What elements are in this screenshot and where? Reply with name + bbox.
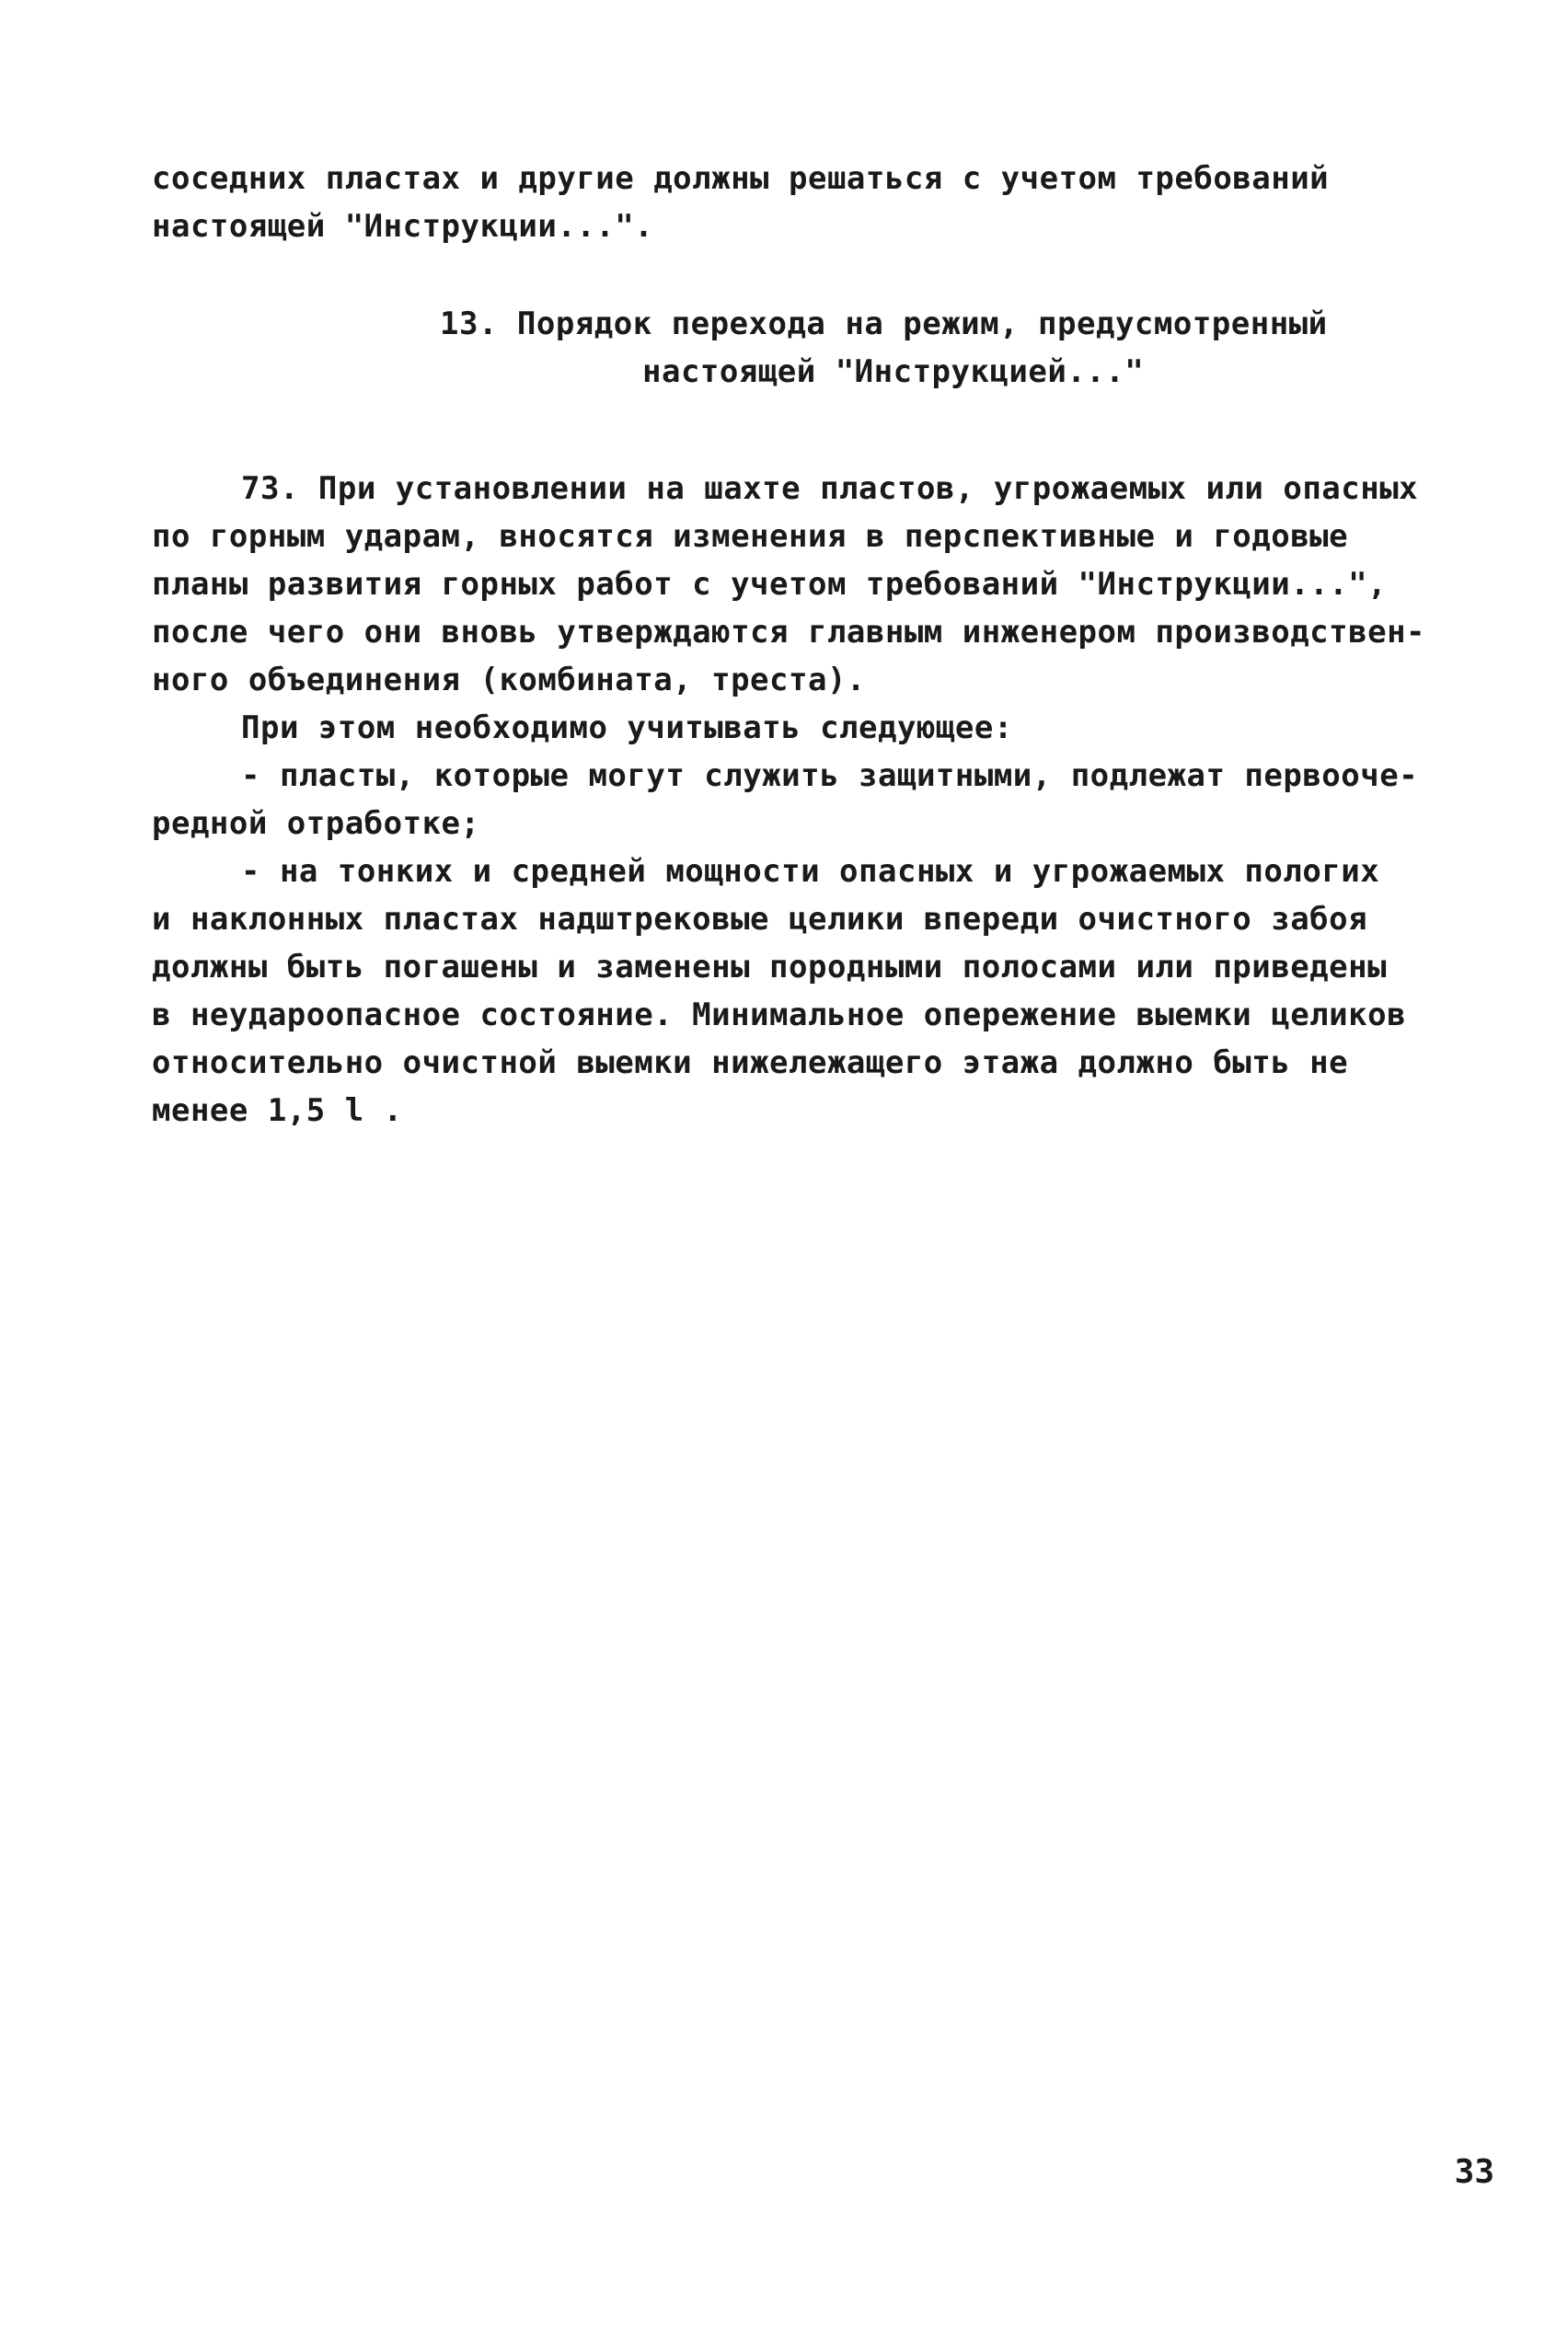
paragraph-73-line-3: планы развития горных работ с учетом требований "Инструкции...", [152,566,1388,603]
consider-lead: При этом необходимо учитывать следующее: [241,709,1013,746]
page-number: 33 [1454,2153,1494,2191]
list-item-2-line-2: и наклонных пластах надштрековые целики впереди очистного забоя [152,901,1368,938]
paragraph-73-line-1: 73. При установлении на шахте пластов, угрожаемых или опасных [241,470,1419,507]
list-item-2-line-3: должны быть погашены и заменены породными полосами или приведены [152,949,1388,985]
section-title-line-2: настоящей "Инструкцией..." [642,353,1145,390]
list-item-2-line-5: относительно очистной выемки нижележащего этажа должно быть не [152,1044,1349,1081]
intro-line-2: настоящей "Инструкции...". [152,208,654,245]
list-item-1-line-1: - пласты, которые могут служить защитными, подлежат первооче- [241,757,1419,794]
paragraph-73-line-4: после чего они вновь утверждаются главным инженером производствен- [152,614,1426,651]
intro-line-1: соседних пластах и другие должны решаться с учетом требований [152,160,1330,197]
list-item-2-line-6: менее 1,5 l . [152,1092,403,1129]
paragraph-73-line-2: по горным ударам, вносятся изменения в перспективные и годовые [152,518,1349,555]
paragraph-73-line-5: ного объединения (комбината, треста). [152,662,866,698]
list-item-2-line-1: - на тонких и средней мощности опасных и угрожаемых пологих [241,853,1380,890]
list-item-2-line-4: в неудароопасное состояние. Минимальное опережение выемки целиков [152,997,1407,1033]
section-title-line-1: 13. Порядок перехода на режим, предусмотренный [440,305,1328,342]
list-item-1-line-2: редной отработке; [152,805,480,842]
